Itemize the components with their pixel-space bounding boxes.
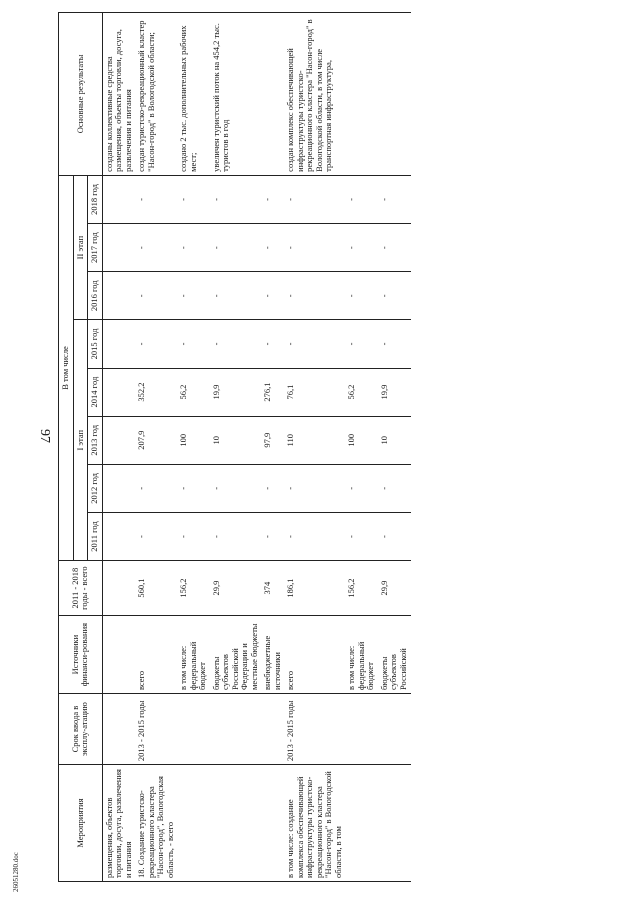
cell-deadline [210,694,262,765]
page-number: 97 [37,429,52,443]
cell-y2014: 19,9 [210,368,262,416]
cell-source: внебюджетные источники [261,616,284,694]
cell-y2014: 352,2 [135,368,177,416]
cell-y2018: - [210,175,262,223]
cell-y2011: - [284,512,345,560]
cell-total: 29,9 [210,561,262,616]
cell-event [177,765,210,882]
cell-total: 374 [261,561,284,616]
cell-y2012: - [378,464,411,512]
cell-event [378,765,411,882]
header-year-2012: 2012 год [88,464,103,512]
cell-y2015 [102,320,135,368]
cell-y2016: - [210,272,262,320]
cell-deadline [102,694,135,765]
cell-source: всего [135,616,177,694]
cell-y2017: - [378,224,411,272]
cell-source [102,616,135,694]
cell-source: всего [284,616,345,694]
cell-deadline: 2013 - 2015 годы [135,694,177,765]
header-sources: Источники финанси-рования [59,616,103,694]
cell-y2018: - [177,175,210,223]
cell-y2016: - [345,272,378,320]
header-year-2014: 2014 год [88,368,103,416]
table-header [59,13,103,882]
cell-y2016: - [284,272,345,320]
header-events: Мероприятия [59,765,103,882]
cell-y2017: - [261,224,284,272]
header-stage-1: I этап [73,320,88,561]
header-year-2013: 2013 год [88,416,103,464]
cell-total: 156,2 [345,561,378,616]
header-results: Основные результаты [59,13,103,176]
table-row [378,13,411,882]
cell-y2013: 10 [210,416,262,464]
cell-y2014: 19,9 [378,368,411,416]
rotated-table-sheet [58,12,578,882]
cell-total: 560,1 [135,561,177,616]
program-table [58,12,411,882]
cell-result: создан комплекс обеспечивающей инфраструктуры туристско-рекреационного кластера "Насон-город" в Вологодской области, в том числе транспортная инфраструктура, [284,13,345,176]
cell-source: бюджеты субъектов Российской [378,616,411,694]
cell-result: создано 2 тыс. дополнительных рабочих мест; [177,13,210,176]
cell-y2017: - [177,224,210,272]
cell-y2014 [102,368,135,416]
cell-total: 29,9 [378,561,411,616]
cell-y2014: 276,1 [261,368,284,416]
cell-source: в том числе: федеральный бюджет [177,616,210,694]
cell-y2013: 207,9 [135,416,177,464]
cell-y2012: - [210,464,262,512]
table-body [102,13,410,882]
cell-y2012: - [261,464,284,512]
table-row [261,13,284,882]
header-including: В том числе [59,175,74,560]
cell-y2012: - [177,464,210,512]
cell-y2012 [102,464,135,512]
cell-event [210,765,262,882]
cell-result: созданы коллективные средства размещения, объекты торговли, досуга, развлечения и питания [102,13,135,176]
cell-y2018: - [378,175,411,223]
cell-y2017: - [345,224,378,272]
cell-y2013: 97,9 [261,416,284,464]
cell-event: в том числе: создание комплекса обеспечивающей инфраструктуры туристско-рекреационного кластера "Насон-город" в Вологодской области, в том [284,765,345,882]
cell-y2013 [102,416,135,464]
cell-y2016 [102,272,135,320]
cell-result: увеличен туристский поток на 454,2 тыс. туристов в год [210,13,262,176]
cell-y2017: - [135,224,177,272]
cell-deadline [261,694,284,765]
cell-y2017 [102,224,135,272]
cell-event: размещения, объектов торговли, досуга, развлечения и питания [102,765,135,882]
cell-result [378,13,411,176]
cell-y2011: - [210,512,262,560]
header-deadline: Срок ввода в эксплу-атацию [59,694,103,765]
cell-y2018 [102,175,135,223]
cell-y2016: - [177,272,210,320]
header-year-2011: 2011 год [88,512,103,560]
cell-event: 18. Создание туристско-рекреационного кластера "Насон-город", Вологодская область, - всего [135,765,177,882]
cell-y2017: - [284,224,345,272]
cell-y2013: 100 [177,416,210,464]
cell-y2011: - [345,512,378,560]
cell-y2011: - [261,512,284,560]
cell-y2011: - [177,512,210,560]
cell-y2011: - [378,512,411,560]
cell-y2016: - [378,272,411,320]
table-row [210,13,262,882]
cell-y2015: - [177,320,210,368]
cell-deadline [345,694,378,765]
cell-y2016: - [135,272,177,320]
cell-y2015: - [284,320,345,368]
header-stage-2: II этап [73,175,88,320]
cell-y2014: 56,2 [345,368,378,416]
table-row [284,13,345,882]
cell-y2013: 110 [284,416,345,464]
cell-y2018: - [345,175,378,223]
cell-y2018: - [261,175,284,223]
cell-y2015: - [378,320,411,368]
cell-result [261,13,284,176]
table-row [345,13,378,882]
cell-deadline [378,694,411,765]
cell-y2014: 76,1 [284,368,345,416]
cell-y2013: 100 [345,416,378,464]
table-row [135,13,177,882]
cell-y2011: - [135,512,177,560]
cell-deadline [177,694,210,765]
cell-y2012: - [135,464,177,512]
cell-deadline: 2013 - 2015 годы [284,694,345,765]
cell-y2018: - [284,175,345,223]
cell-result [345,13,378,176]
cell-y2015: - [135,320,177,368]
cell-source: в том числе: федеральный бюджет [345,616,378,694]
cell-y2012: - [284,464,345,512]
table-row [177,13,210,882]
table-row [102,13,135,882]
header-year-2017: 2017 год [88,224,103,272]
document-filename: 26051280.doc [12,852,20,892]
cell-y2015: - [345,320,378,368]
cell-y2013: 10 [378,416,411,464]
cell-y2011 [102,512,135,560]
cell-y2016: - [261,272,284,320]
cell-y2012: - [345,464,378,512]
cell-event [345,765,378,882]
cell-y2017: - [210,224,262,272]
header-year-2018: 2018 год [88,175,103,223]
cell-y2015: - [210,320,262,368]
cell-event [261,765,284,882]
cell-total [102,561,135,616]
cell-source: бюджеты субъектов Российской Федерации и местные бюджеты [210,616,262,694]
cell-y2014: 56,2 [177,368,210,416]
header-year-2016: 2016 год [88,272,103,320]
header-total: 2011 - 2018 годы - всего [59,561,103,616]
header-year-2015: 2015 год [88,320,103,368]
cell-result: создан туристско-рекреационный кластер "Насон-город" в Вологодской области; [135,13,177,176]
cell-y2015: - [261,320,284,368]
cell-total: 186,1 [284,561,345,616]
cell-y2018: - [135,175,177,223]
cell-total: 156,2 [177,561,210,616]
